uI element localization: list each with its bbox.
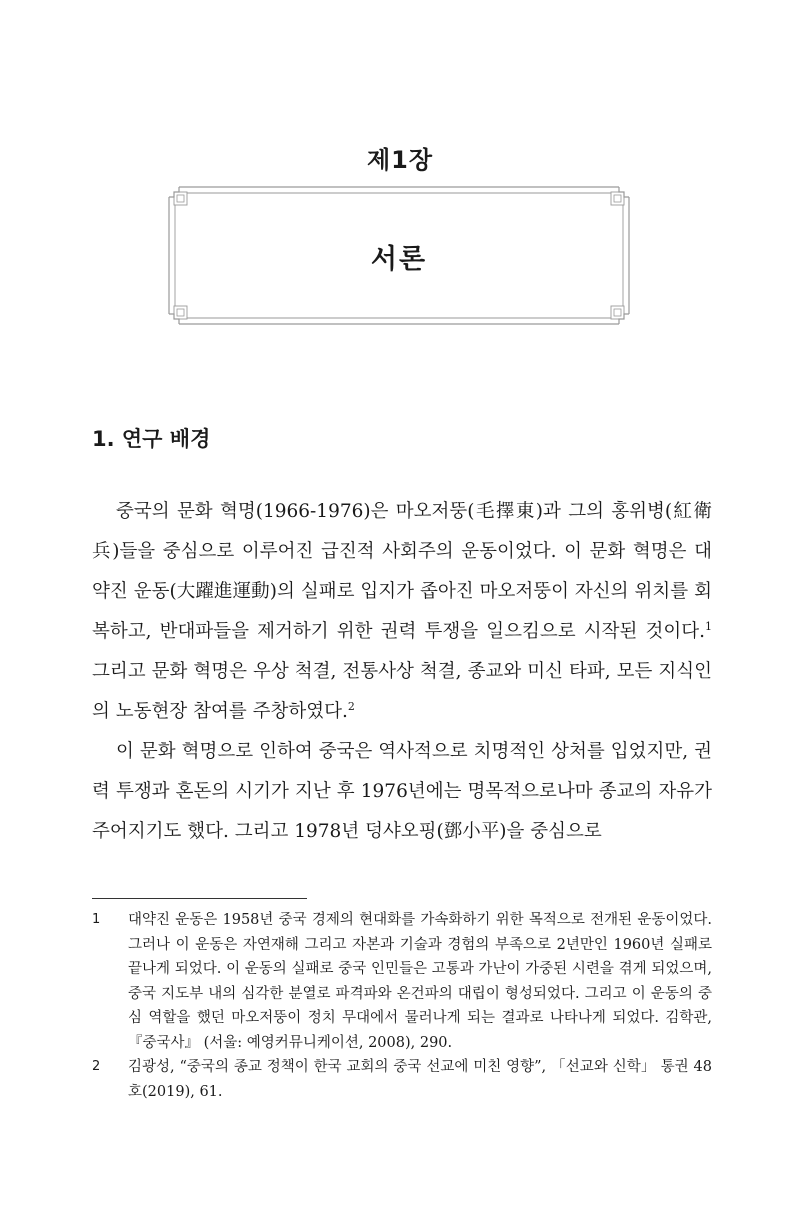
paragraph — [92, 732, 712, 852]
footnote-text: 대약진 운동은 1958년 중국 경제의 현대화를 가속화하기 위한 목적으로 전개된 운동이었다. 그러나 이 운동은 자연재해 그리고 자본과 기술과 경험의 부족으로 2년만인 1960년 실패로 끝나게 되었다. 이 운동의 실패로 중국 인민들은 고통과 가난이 가중된 시련을 겪게 되었으며, 중국 지도부 내의 심각한 분열로 파격파와 온건파의 대립이 형성되었다. 그리고 이 운동의 중심 역할을 했던 마오저뚱이 정치 무대에서 물러나게 되는 결과로 나타나게 되었다. 김학관, 『중국사』 (서울: 예영커뮤니케이션, 2008), 290. — [128, 912, 712, 1051]
footnote-text: 김광성, “중국의 종교 정책이 한국 교회의 중국 선교에 미친 영향”, 「선교와 신학」 통권 48호(2019), 61. — [128, 1059, 712, 1100]
footnote — [92, 908, 712, 1055]
paragraph-text: 이 문화 혁명으로 인하여 중국은 역사적으로 치명적인 상처를 입었지만, 권력 투쟁과 혼돈의 시기가 지난 후 1976년에는 명목적으로나마 종교의 자유가 주어지기도 했다. 그리고 1978년 덩샤오핑(鄧小平)을 중심으로 — [92, 741, 712, 842]
paragraph-text: 중국의 문화 혁명(1966-1976)은 마오저뚱(毛擇東)과 그의 홍위병(紅衛兵)들을 중심으로 이루어진 급진적 사회주의 운동이었다. 이 문화 혁명은 대약진 운동(大躍進運動)의 실패로 입지가 좁아진 마오저뚱이 자신의 위치를 회복하고, 반대파들을 제거하기 위한 권력 투쟁을 일으킴으로 시작된 것이다. — [92, 501, 712, 642]
chapter-title: 서론 — [370, 244, 428, 275]
body-text — [92, 492, 712, 852]
section-heading: 1. 연구 배경 — [92, 427, 211, 451]
footnote-number: 1 — [92, 912, 101, 927]
footnote-number: 2 — [92, 1059, 101, 1074]
chapter-title-frame — [165, 183, 633, 328]
paragraph — [92, 492, 712, 732]
footnote-divider — [92, 898, 307, 899]
footnote — [92, 1055, 712, 1104]
footnote-ref: 2 — [347, 700, 355, 713]
chapter-number: 제1장 — [366, 146, 434, 174]
paragraph-text: 그리고 문화 혁명은 우상 척결, 전통사상 척결, 종교와 미신 타파, 모든 지식인의 노동현장 참여를 주창하였다. — [92, 661, 712, 722]
footnotes — [92, 908, 712, 1104]
footnote-ref: 1 — [705, 620, 712, 633]
